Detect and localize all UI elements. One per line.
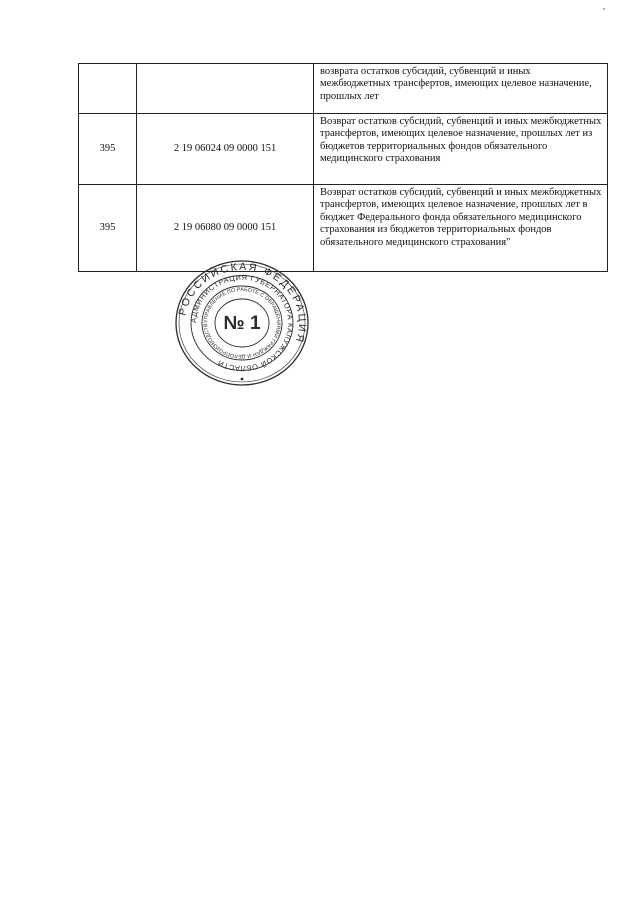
table-row [79,185,608,272]
seal-outer-text: РОССИЙСКАЯ ФЕДЕРАЦИЯ [176,260,309,346]
seal-inner-text: УПРАВЛЕНИЕ ПО РАБОТЕ С ОБРАЩЕНИЯМИ ГРАЖДАН И ДЕЛОПРОИЗВОДСТВ [202,286,282,360]
admin-code-cell: 395 [79,114,137,185]
seal-icon [172,258,312,388]
budget-codes-table [78,63,608,272]
admin-code-cell: 395 [79,185,137,272]
description-cell: Возврат остатков субсидий, субвенций и иных межбюджетных трансфертов, имеющих целевое назначение, прошлых лет в бюджет Федерального фонда обязательного медицинского страхования из бюджетов территориальных фондов обязательного медицинского страхования" [314,185,608,272]
official-seal-stamp [172,258,312,388]
table-row [79,64,608,114]
budget-code-cell [137,64,314,114]
table-row [79,114,608,185]
scan-speck [603,8,605,10]
budget-code-cell: 2 19 06024 09 0000 151 [137,114,314,185]
seal-middle-text: АДМИНИСТРАЦИЯ ГУБЕРНАТОРА КАЛУЖСКОЙ ОБЛАСТИ [188,272,296,374]
description-cell: Возврат остатков субсидий, субвенций и иных межбюджетных трансфертов, имеющих целевое назначение, прошлых лет из бюджетов территориальных фондов обязательного медицинского страхования [314,114,608,185]
seal-number: № 1 [223,313,261,334]
admin-code-cell [79,64,137,114]
budget-code-cell: 2 19 06080 09 0000 151 [137,185,314,272]
description-cell: возврата остатков субсидий, субвенций и иных межбюджетных трансфертов, имеющих целевое назначение, прошлых лет [314,64,608,114]
